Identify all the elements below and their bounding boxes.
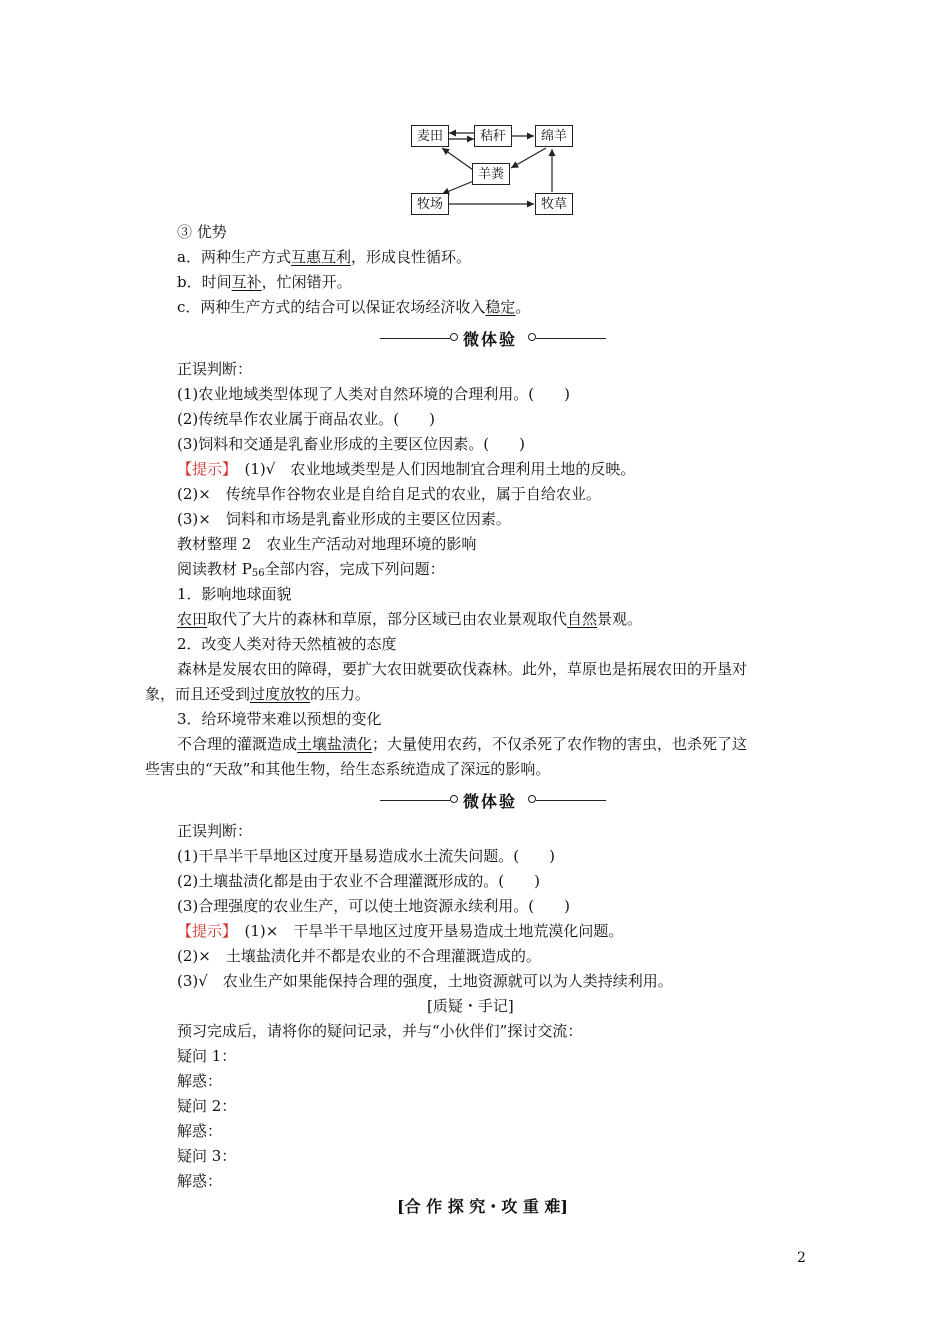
paragraph-1: 农田取代了大片的森林和草原，部分区域已由农业景观取代自然景观。 — [177, 610, 643, 628]
question-2-1: (1)干旱半干旱地区过度开垦易造成水土流失问题。( ) — [177, 847, 555, 865]
notes-intro: 预习完成后，请将你的疑问记录，并与“小伙伴们”探讨交流： — [177, 1022, 583, 1040]
advantage-c: c．两种生产方式的结合可以保证农场经济收入稳定。 — [177, 298, 531, 316]
cooperation-heading: [合 作 探 究・攻 重 难] — [397, 1197, 568, 1216]
paragraph-2-line-1: 森林是发展农田的障碍，要扩大农田就要砍伐森林。此外，草原也是拓展农田的开垦对 — [177, 660, 748, 678]
advantage-b: b．时间互补，忙闲错开。 — [177, 273, 352, 291]
section-title: 微体验 — [463, 330, 518, 349]
doubt-2: 疑问 2： — [177, 1097, 237, 1115]
node-forage-grass: 牧草 — [535, 193, 573, 215]
micro-experience-header-1 — [380, 328, 605, 348]
sheep-wheat-cycle-diagram — [406, 118, 576, 218]
advantage-a: a．两种生产方式互惠互利，形成良性循环。 — [177, 248, 471, 266]
hint-answer-2-2: (2)× 土壤盐渍化并不都是农业的不合理灌溉造成的。 — [177, 947, 541, 965]
heading-2: 2．改变人类对待天然植被的态度 — [177, 635, 397, 653]
resolve-2: 解惑： — [177, 1122, 223, 1140]
doubt-1: 疑问 1： — [177, 1047, 237, 1065]
node-pasture: 牧场 — [411, 193, 449, 215]
node-wheat-field: 麦田 — [411, 125, 449, 147]
resolve-1: 解惑： — [177, 1072, 223, 1090]
section-title: 微体验 — [463, 792, 518, 811]
micro-experience-header-2 — [380, 790, 605, 810]
advantage-heading: ③ 优势 — [177, 223, 227, 241]
question-1-1: (1)农业地域类型体现了人类对自然环境的合理利用。( ) — [177, 385, 570, 403]
judge-label-2: 正误判断： — [177, 822, 253, 840]
question-1-3: (3)饲料和交通是乳畜业形成的主要区位因素。( ) — [177, 435, 525, 453]
question-2-2: (2)土壤盐渍化都是由于农业不合理灌溉形成的。( ) — [177, 872, 540, 890]
node-sheep-dung: 羊粪 — [472, 163, 510, 185]
paragraph-2-line-2: 象，而且还受到过度放牧的压力。 — [145, 685, 371, 703]
heading-3: 3．给环境带来难以预想的变化 — [177, 710, 382, 728]
hint-answer-1-2: (2)× 传统旱作谷物农业是自给自足式的农业，属于自给农业。 — [177, 485, 601, 503]
hint-answer-1-1: 【提示】 (1)√ 农业地域类型是人们因地制宜合理利用土地的反映。 — [177, 460, 636, 478]
material-2-title: 教材整理 2 农业生产活动对地理环境的影响 — [177, 535, 477, 553]
question-1-2: (2)传统旱作农业属于商品农业。( ) — [177, 410, 435, 428]
hint-answer-1-3: (3)× 饲料和市场是乳畜业形成的主要区位因素。 — [177, 510, 511, 528]
paragraph-3-line-1: 不合理的灌溉造成土壤盐渍化；大量使用农药，不仅杀死了农作物的害虫，也杀死了这 — [177, 735, 748, 753]
reading-instruction: 阅读教材 $P_{56}$全部内容，完成下列问题： — [177, 560, 445, 579]
heading-1: 1．影响地球面貌 — [177, 585, 292, 603]
node-sheep: 绵羊 — [535, 125, 573, 147]
hint-answer-2-3: (3)√ 农业生产如果能保持合理的强度，土地资源就可以为人类持续利用。 — [177, 972, 673, 990]
hint-answer-2-1: 【提示】 (1)× 干旱半干旱地区过度开垦易造成土地荒漠化问题。 — [177, 922, 624, 940]
notes-title: [质疑・手记] — [427, 997, 514, 1015]
hint-label: 【提示】 — [177, 922, 230, 940]
question-2-3: (3)合理强度的农业生产，可以使土地资源永续利用。( ) — [177, 897, 570, 915]
judge-label-1: 正误判断： — [177, 360, 253, 378]
paragraph-3-line-2: 些害虫的“天敌”和其他生物，给生态系统造成了深远的影响。 — [145, 760, 551, 778]
doubt-3: 疑问 3： — [177, 1147, 237, 1165]
resolve-3: 解惑： — [177, 1172, 223, 1190]
page-number: 2 — [797, 1250, 806, 1266]
hint-label: 【提示】 — [177, 460, 230, 478]
node-straw: 秸秆 — [474, 125, 512, 147]
